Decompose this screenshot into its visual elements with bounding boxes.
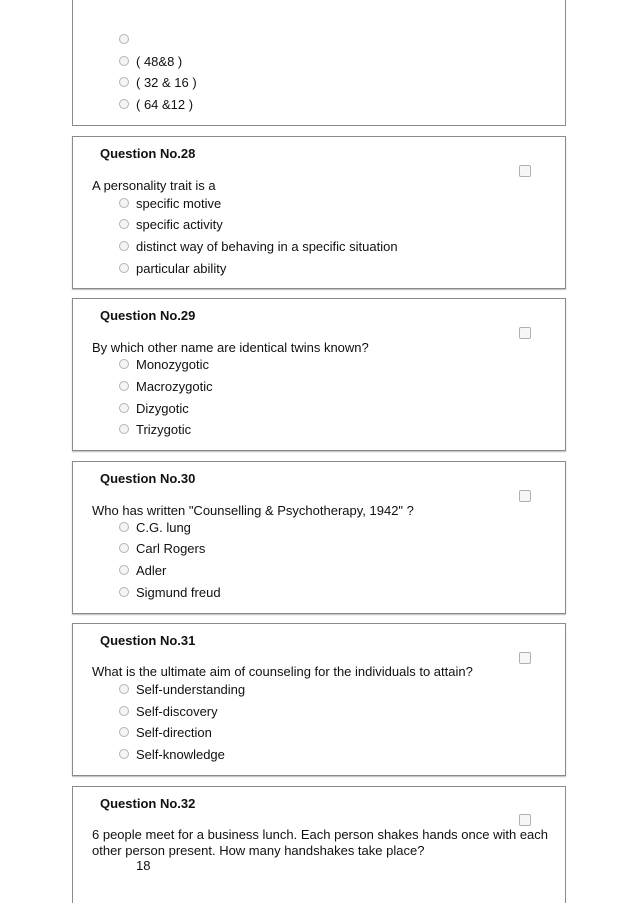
- radio-button[interactable]: [119, 565, 129, 575]
- option-label: specific motive: [136, 195, 222, 211]
- radio-button[interactable]: [119, 77, 129, 87]
- question-number: Question No.29: [100, 308, 196, 323]
- question-text: 6 people meet for a business lunch. Each person shakes hands once with each other person present. How many handshakes take place?: [92, 827, 549, 858]
- option-row[interactable]: [119, 723, 212, 741]
- question-number: Question No.30: [100, 471, 196, 486]
- question-number: Question No.28: [100, 146, 196, 161]
- option-label: Self-understanding: [136, 681, 246, 697]
- question-card-31: [72, 623, 566, 776]
- radio-button[interactable]: [119, 424, 129, 434]
- question-text: Who has written "Counselling & Psychotherapy, 1942" ?: [92, 503, 414, 518]
- radio-button[interactable]: [119, 403, 129, 413]
- question-number: Question No.32: [100, 796, 196, 811]
- radio-button[interactable]: [119, 56, 129, 66]
- radio-button[interactable]: [119, 727, 129, 737]
- radio-button[interactable]: [119, 359, 129, 369]
- radio-button[interactable]: [119, 219, 129, 229]
- option-row[interactable]: [119, 518, 191, 536]
- question-number: Question No.31: [100, 633, 196, 648]
- option-row[interactable]: [119, 561, 166, 579]
- option-label: Dizygotic: [136, 400, 189, 416]
- flag-checkbox[interactable]: [519, 327, 531, 339]
- option-row[interactable]: [119, 399, 189, 417]
- option-row[interactable]: [119, 259, 226, 277]
- radio-button[interactable]: [119, 706, 129, 716]
- option-label: ( 48&8 ): [136, 53, 183, 69]
- flag-checkbox[interactable]: [519, 165, 531, 177]
- option-row[interactable]: [119, 30, 136, 48]
- question-card-32: [72, 786, 566, 903]
- radio-button[interactable]: [119, 99, 129, 109]
- option-row[interactable]: [119, 420, 191, 438]
- radio-button[interactable]: [119, 263, 129, 273]
- radio-button[interactable]: [119, 241, 129, 251]
- option-label: Monozygotic: [136, 356, 209, 372]
- option-label: Sigmund freud: [136, 584, 221, 600]
- option-label: Self-knowledge: [136, 746, 225, 762]
- flag-checkbox[interactable]: [519, 652, 531, 664]
- option-label: C.G. lung: [136, 519, 191, 535]
- radio-button[interactable]: [119, 684, 129, 694]
- radio-button[interactable]: [119, 749, 129, 759]
- option-row[interactable]: [119, 745, 225, 763]
- question-card-28: [72, 136, 566, 289]
- flag-checkbox[interactable]: [519, 490, 531, 502]
- radio-button[interactable]: [119, 522, 129, 532]
- option-row[interactable]: [119, 237, 398, 255]
- option-row[interactable]: [119, 194, 221, 212]
- question-text: A personality trait is a: [92, 178, 216, 193]
- radio-button[interactable]: [119, 587, 129, 597]
- option-row[interactable]: [119, 215, 223, 233]
- option-label: Self-direction: [136, 724, 212, 740]
- option-row[interactable]: [119, 95, 193, 113]
- question-text: What is the ultimate aim of counseling for the individuals to attain?: [92, 664, 473, 679]
- option-row[interactable]: [119, 539, 205, 557]
- option-label: specific activity: [136, 216, 223, 232]
- question-card-prev: [72, 0, 566, 126]
- option-label: Adler: [136, 562, 167, 578]
- radio-button[interactable]: [119, 34, 129, 44]
- option-row[interactable]: [119, 52, 182, 70]
- option-label: ( 32 & 16 ): [136, 74, 197, 90]
- option-row[interactable]: [119, 377, 213, 395]
- page-number: 18: [136, 858, 151, 873]
- question-card-30: [72, 461, 566, 614]
- option-label: Carl Rogers: [136, 540, 206, 556]
- option-label: ( 64 &12 ): [136, 96, 194, 112]
- option-row[interactable]: [119, 355, 209, 373]
- radio-button[interactable]: [119, 543, 129, 553]
- option-row[interactable]: [119, 73, 197, 91]
- option-row[interactable]: [119, 702, 218, 720]
- option-row[interactable]: [119, 680, 245, 698]
- flag-checkbox[interactable]: [519, 814, 531, 826]
- radio-button[interactable]: [119, 381, 129, 391]
- option-label: Self-discovery: [136, 703, 218, 719]
- option-label: distinct way of behaving in a specific situation: [136, 238, 398, 254]
- option-row[interactable]: [119, 583, 221, 601]
- question-card-29: [72, 298, 566, 451]
- question-text: By which other name are identical twins known?: [92, 340, 369, 355]
- radio-button[interactable]: [119, 198, 129, 208]
- option-label: Macrozygotic: [136, 378, 213, 394]
- option-label: particular ability: [136, 260, 227, 276]
- option-label: Trizygotic: [136, 421, 192, 437]
